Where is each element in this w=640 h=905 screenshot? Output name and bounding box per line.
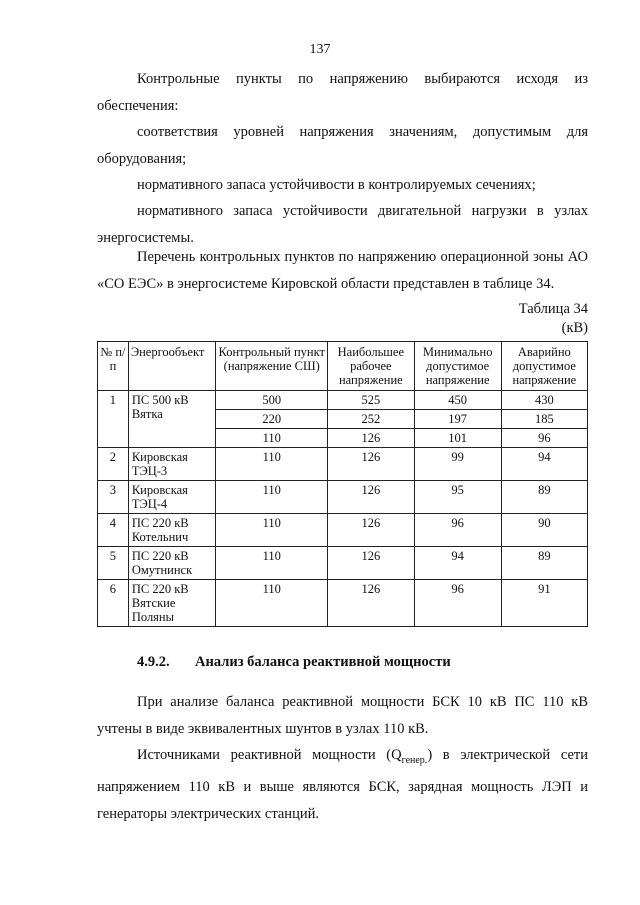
table-row [98,580,588,627]
row-object: ПС 220 кВ Омутнинск [128,547,216,580]
cell-max-voltage: 126 [328,481,415,514]
cell-min-voltage: 96 [414,580,501,627]
section-title: Анализ баланса реактивной мощности [195,654,451,670]
header-control-point: Контрольный пункт (напряжение СШ) [216,342,328,391]
list-item-3: нормативного запаса устойчивости двигательной нагрузки в узлах энергосистемы. [97,203,588,246]
cell-control-point: 110 [216,580,328,627]
intro-paragraph: Контрольные пункты по напряжению выбираются исходя из обеспечения: [97,71,588,114]
row-num: 2 [98,448,129,481]
cell-min-voltage: 197 [414,410,501,429]
table-caption: Таблица 34 [518,301,588,317]
table-row [98,547,588,580]
section-number: 4.9.2. [137,654,170,670]
row-num: 6 [98,580,129,627]
row-object: ПС 500 кВ Вятка [128,391,216,448]
cell-control-point: 110 [216,429,328,448]
table-header-row [98,342,588,391]
row-object: Кировская ТЭЦ-3 [128,448,216,481]
sources-text-start: Источниками реактивной мощности (Q [137,747,402,763]
row-num: 1 [98,391,129,448]
cell-max-voltage: 126 [328,429,415,448]
row-object: ПС 220 кВ Котельнич [128,514,216,547]
cell-emergency-voltage: 94 [501,448,587,481]
cell-min-voltage: 94 [414,547,501,580]
cell-max-voltage: 126 [328,547,415,580]
cell-control-point: 110 [216,481,328,514]
cell-control-point: 220 [216,410,328,429]
cell-emergency-voltage: 430 [501,391,587,410]
section-heading [137,654,451,671]
header-min-voltage: Минимально допустимое напряжение [414,342,501,391]
row-object: ПС 220 кВ Вятские Поляны [128,580,216,627]
header-emergency-voltage: Аварийно допустимое напряжение [501,342,587,391]
header-max-voltage: Наибольшее рабочее напряжение [328,342,415,391]
cell-emergency-voltage: 89 [501,547,587,580]
sources-subscript: генер. [401,754,428,766]
table-row [98,481,588,514]
header-object: Энергообъект [128,342,216,391]
cell-emergency-voltage: 91 [501,580,587,627]
cell-max-voltage: 126 [328,448,415,481]
cell-max-voltage: 126 [328,580,415,627]
cell-control-point: 110 [216,514,328,547]
reactive-balance-paragraph: При анализе баланса реактивной мощности БСК 10 кВ ПС 110 кВ учтены в виде эквивалентных шунтов в узлах 110 кВ. [97,694,588,737]
cell-min-voltage: 95 [414,481,501,514]
cell-max-voltage: 252 [328,410,415,429]
cell-max-voltage: 126 [328,514,415,547]
reactive-sources-paragraph [97,742,588,827]
table-row [98,391,588,410]
cell-emergency-voltage: 96 [501,429,587,448]
cell-emergency-voltage: 89 [501,481,587,514]
table-row [98,514,588,547]
control-points-table [97,341,588,627]
table-unit: (кВ) [561,320,588,336]
cell-control-point: 110 [216,547,328,580]
cell-min-voltage: 101 [414,429,501,448]
cell-min-voltage: 96 [414,514,501,547]
table-reference-paragraph: Перечень контрольных пунктов по напряжению операционной зоны АО «СО ЕЭС» в энергосистеме Кировской области представлен в таблице 34. [97,249,588,292]
cell-emergency-voltage: 185 [501,410,587,429]
cell-min-voltage: 450 [414,391,501,410]
page-number: 137 [309,42,331,57]
cell-max-voltage: 525 [328,391,415,410]
cell-emergency-voltage: 90 [501,514,587,547]
cell-control-point: 110 [216,448,328,481]
row-num: 5 [98,547,129,580]
row-object: Кировская ТЭЦ-4 [128,481,216,514]
row-num: 3 [98,481,129,514]
sources-text-end: ) в электрической сети напряжением 110 кВ и выше являются БСК, зарядная мощность ЛЭП и генераторы электрических станций. [97,747,588,822]
list-item-2: нормативного запаса устойчивости в контролируемых сечениях; [137,177,536,193]
cell-control-point: 500 [216,391,328,410]
list-item-1: соответствия уровней напряжения значениям, допустимым для оборудования; [97,124,588,167]
row-num: 4 [98,514,129,547]
cell-min-voltage: 99 [414,448,501,481]
table-row [98,448,588,481]
header-num: № п/п [98,342,129,391]
